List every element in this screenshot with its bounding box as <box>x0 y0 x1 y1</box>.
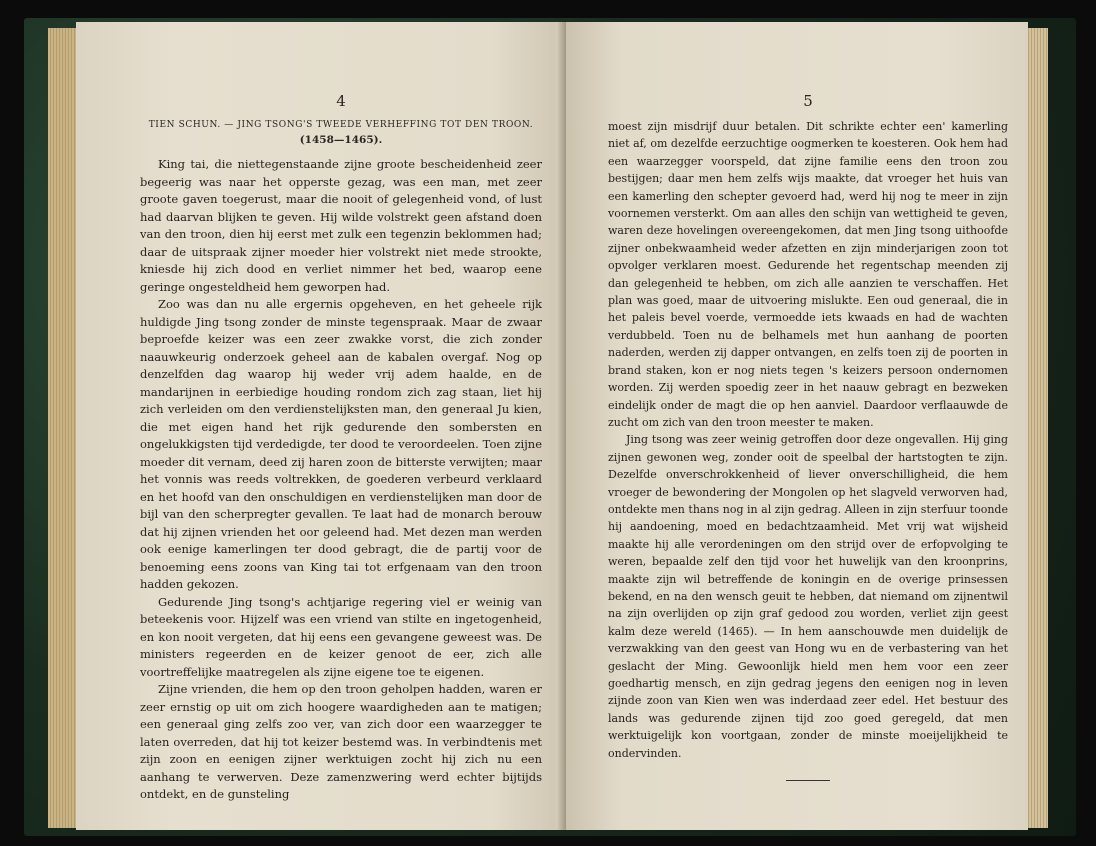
page-number: 4 <box>336 92 346 110</box>
running-head: TIEN SCHUN. — JING TSONG'S TWEEDE VERHEFFING TOT DEN TROON. <box>148 120 534 130</box>
paragraph: Gedurende Jing tsong's achtjarige regering viel er weinig van beteekenis voor. Hijzelf was een vriend van stilte en ingetogenheid, en kon nooit vergeten, dat hij eens een gevangene geweest was. De ministers regeerden en de keizer genoot de eer, zich alle voortreffelijke maatregelen als zijne eigene toe te eigenen. <box>140 594 542 679</box>
paragraph: moest zijn misdrijf duur betalen. Dit schrikte echter een' kamerling niet af, om dezelfde eerzuchtige oogmerken te koesteren. Ook hem had een waarzegger voorspeld, dat zijne familie eens den troon zou bestijgen; daar men hem zelfs wijs maakte, dat vroeger het huis van een kamerling den schepter gevoerd had, werd hij nog te meer in zijn voornemen versterkt. Om aan alles den schijn van wettigheid te geven, waren deze hovelingen overeengekomen, dat men Jing tsong uithoofde zijner onbekwaamheid weder afzetten en zijn minderjarigen zoon tot opvolger verklaren moest. Gedurende het regentschap meenden zij dan gelegenheid te hebben, om zich alle aanzien te verschaffen. Het plan was goed, maar de uitvoering mislukte. Een oud generaal, die in het paleis bevel voerde, vermoedde iets kwaads en had de wachten verdubbeld. Toen nu de belhamels met hun aanhang de poorten naderden, werden zij dapper ontvangen, en zelfs toen zij de poorten in brand staken, kon er nog niets tegen 's keizers persoon ondernomen worden. Zij werden spoedig zeer in het naauw gebragt en bezweken eindelijk onder de magt die op hen aanviel. Daardoor verflaauwde de zucht om zich van den troon meester te maken. <box>608 120 1008 429</box>
page-number: 5 <box>803 92 813 110</box>
right-page-edges <box>1026 28 1048 828</box>
paragraph: Jing tsong was zeer weinig getroffen door deze ongevallen. Hij ging zijnen gewonen weg, zonder ooit de speelbal der hartstogten te zijn. Dezelfde onverschrokkenheid of liever onverschilligheid, die hem vroeger de bewondering der Mongolen op het slagveld verworven had, ontdekte men thans nog in al zijn gedrag. Alleen in zijn sterfuur toonde hij aandoening, moed en bedachtzaamheid. Met vrij wat wijsheid maakte hij alle verordeningen om den strijd over de erfopvolging te weren, bepaalde zelf den tijd voor het huwelijk van den kroonprins, maakte zijn wil betreffende de koningin en de overige prinsessen bekend, en na den wensch geuit te hebben, dat niemand om zijnentwil na zijn overlijden op zijn graf gedood zou worden, verliet zijn geest kalm deze wereld (1465). — In hem aanschouwde men duidelijk de verzwakking van den geest van Hong wu en de verbastering van het geslacht der Ming. Gewoonlijk hield men hem voor een zeer goedhartig mensch, en zijn gedrag jegens den eenigen nog in leven zijnde zoon van Kien wen was inderdaad zeer edel. Het bestuur des lands was gedurende zijnen tijd zoo goed geregeld, dat men werktuigelijk kon voortgaan, zonder de minste moeijelijkheid te ondervinden. <box>608 433 1008 760</box>
left-page <box>76 22 564 830</box>
paragraph: King tai, die niettegenstaande zijne groote bescheidenheid zeer begeerig was naar het opperste gezag, was een man, met zeer groote gaven toegerust, maar die nooit of gelegenheid vond, of lust had daarvan blijken te geven. Hij wilde volstrekt geen afstand doen van den troon, dien hij eerst met zulk een tegenzin beklommen had; daar de uitspraak zijner moeder hier volstrekt niet mede strookte, kniesde hij zich dood en verliet nimmer het bed, waarop eene geringe ongesteldheid hem geworpen had. <box>140 157 542 294</box>
paragraph: Zoo was dan nu alle ergernis opgeheven, en het geheele rijk huldigde Jing tsong zonder de minste tegenspraak. Maar de zwaar beproefde keizer was een zeer zwakke vorst, die zich zonder naauwkeurig onderzoek geheel aan de kabalen overgaf. Nog op denzelfden dag waarop hij weder vrij adem haalde, en de mandarijnen in eerbiedige houding rondom zich zag staan, liet hij zich verleiden om den verdienstelijksten man, den generaal Ju kien, die met eigen hand het rijk gedurende den sombersten en ongelukkigsten tijd verdedigde, ter dood te veroordeelen. Toen zijne moeder dit vernam, deed zij haren zoon de bitterste verwijten; maar het vonnis was reeds voltrekken, de goederen verbeurd verklaard en het hoofd van den onschuldigen en verdienstelijken man door de bijl van den scherpregter gevallen. Te laat had de monarch berouw dat hij zijnen vrienden het oor geleend had. Met dezen man werden ook eenige kamerlingen ter dood gebragt, die de partij voor de benoeming eens zoons van King tai tot erfgenaam van den troon hadden gekozen. <box>140 297 542 591</box>
open-book <box>48 20 1048 832</box>
right-page <box>566 22 1028 830</box>
left-page-edges <box>48 28 78 828</box>
chapter-years: (1458—1465). <box>299 134 383 146</box>
section-end-rule <box>786 780 830 781</box>
paragraph: Zijne vrienden, die hem op den troon geholpen hadden, waren er zeer ernstig op uit om zich hoogere waardigheden aan te matigen; een generaal ging zelfs zoo ver, van zich door een waarzegger te laten overreden, dat hij tot keizer bestemd was. In verbindtenis met zijn zoon en eenigen zijner werktuigen zocht hij zich nu een aanhang te verwerven. Deze zamenzwering werd echter bijtijds ontdekt, en de gunsteling <box>140 682 542 801</box>
